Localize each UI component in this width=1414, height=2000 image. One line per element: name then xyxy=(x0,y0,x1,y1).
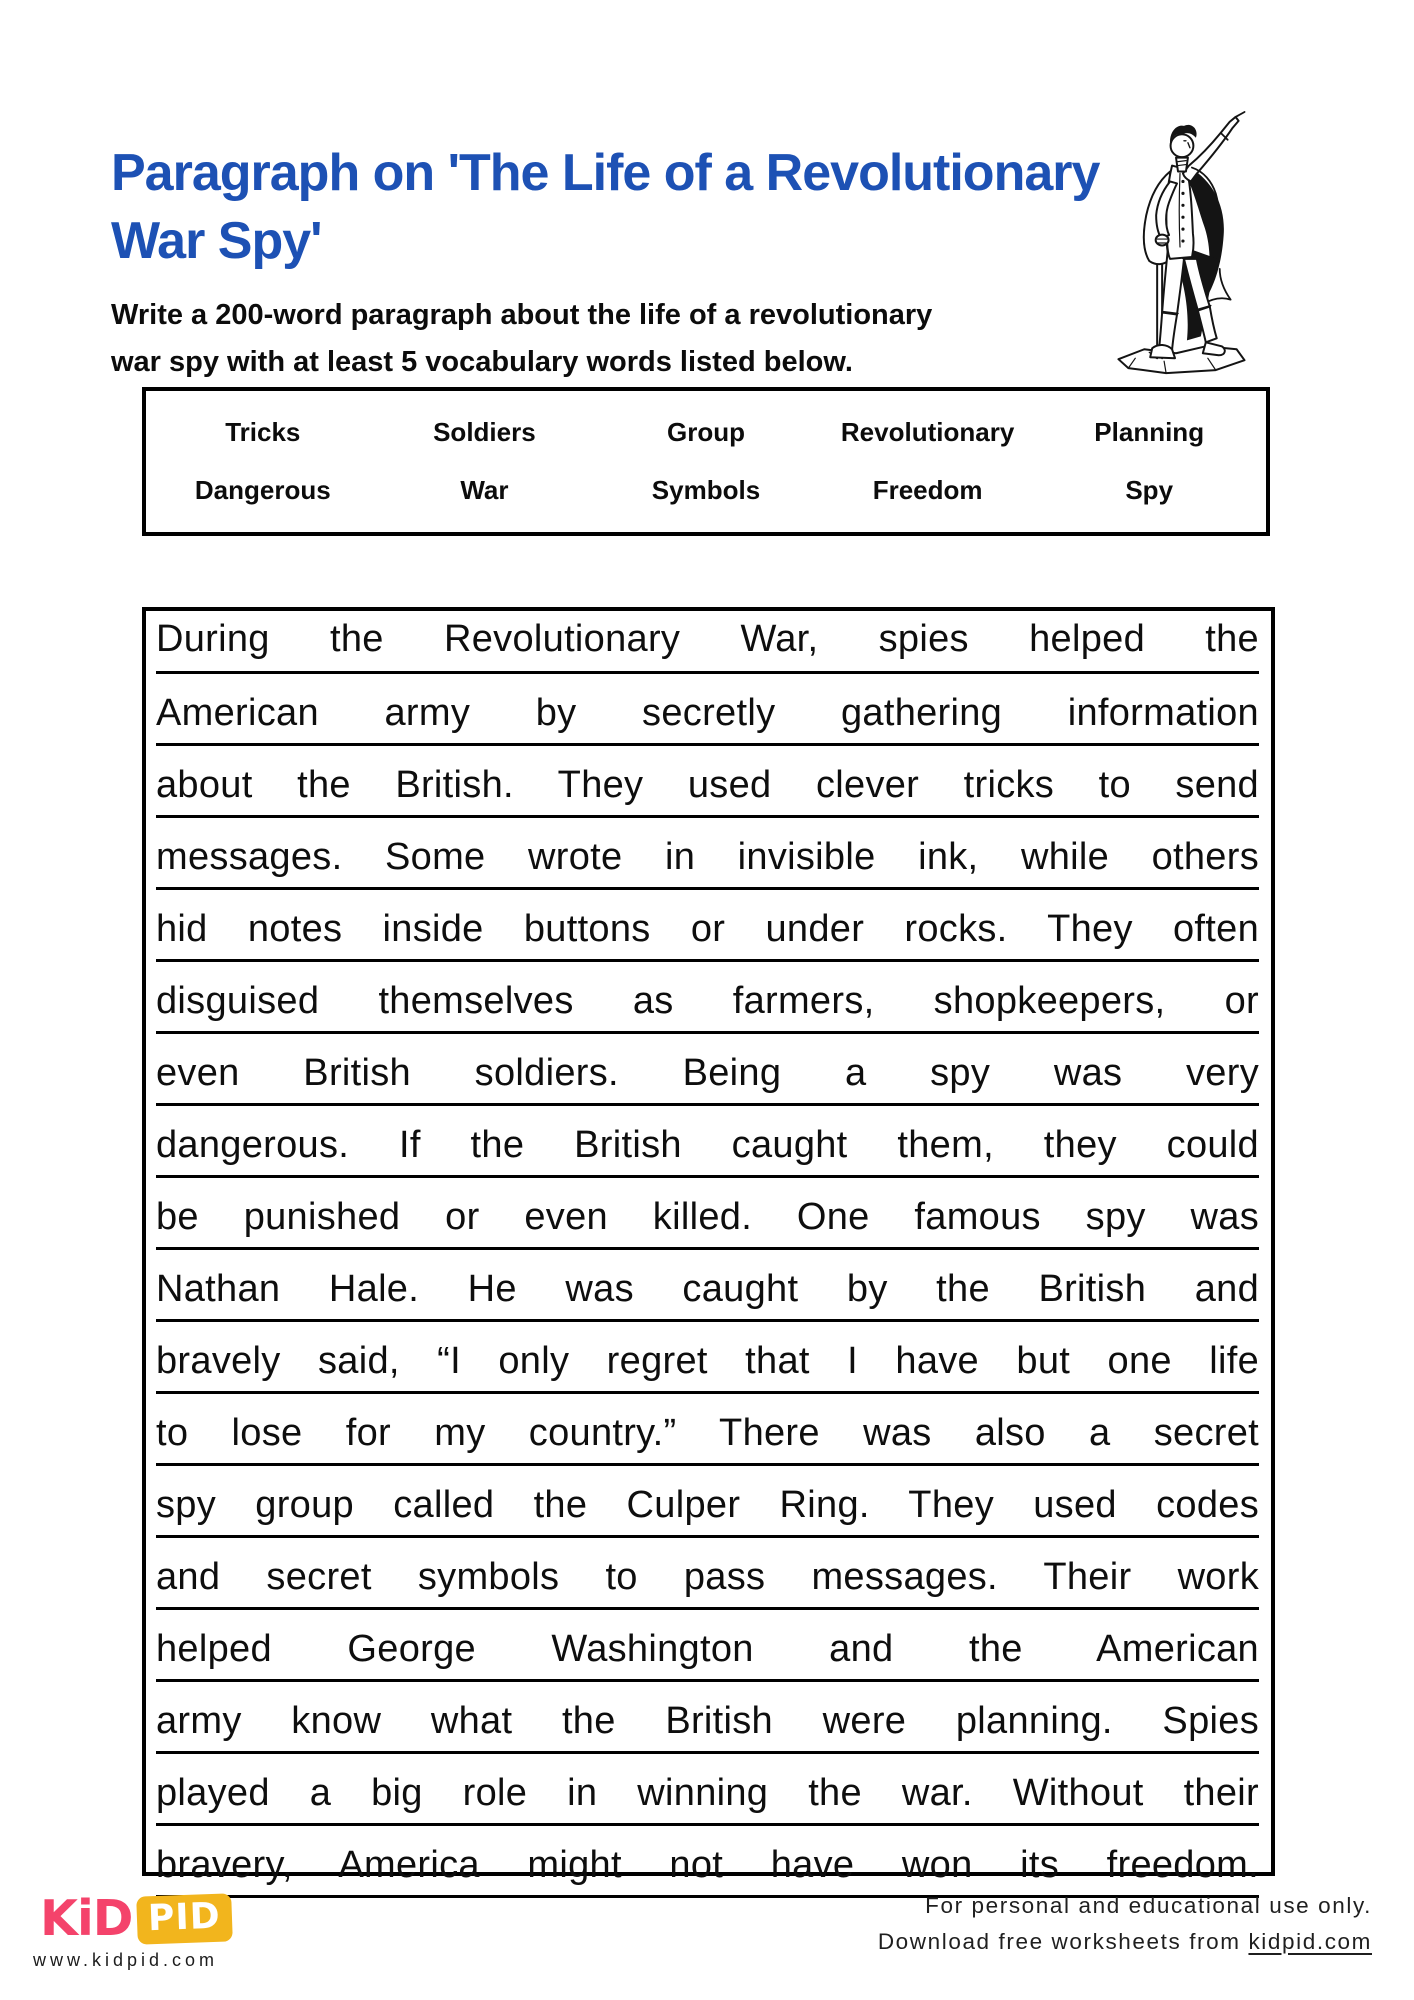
paragraph-line: During the Revolutionary War, spies helped the xyxy=(156,611,1259,674)
paragraph-line: Nathan Hale. He was caught by the British and xyxy=(156,1250,1259,1322)
vocabulary-box xyxy=(142,387,1270,536)
paragraph-line: be punished or even killed. One famous spy was xyxy=(156,1178,1259,1250)
kidpid-link[interactable]: kidpid.com xyxy=(1248,1929,1372,1954)
kidpid-logo-pid-badge: PID xyxy=(137,1893,233,1944)
vocabulary-word: Group xyxy=(666,416,745,447)
vocabulary-word: Spy xyxy=(1125,475,1174,506)
vocabulary-word: Soldiers xyxy=(433,416,536,447)
paragraph-line: army know what the British were planning. Spies xyxy=(156,1682,1259,1754)
paragraph-line: hid notes inside buttons or under rocks. They often xyxy=(156,890,1259,962)
instructions-text xyxy=(111,292,1091,386)
logo-website-url: www.kidpid.com xyxy=(33,1950,219,1970)
paragraph-line: disguised themselves as farmers, shopkeepers, or xyxy=(156,962,1259,1034)
page-title xyxy=(111,139,1111,275)
usage-note-line2 xyxy=(878,1924,1372,1960)
kidpid-logo xyxy=(40,1890,232,1947)
usage-note-line2-text: Download free worksheets from xyxy=(877,1929,1249,1954)
vocabulary-word: Tricks xyxy=(225,416,301,447)
kidpid-logo-kid-text: KiD xyxy=(40,1890,133,1947)
page-title-line1: Paragraph on 'The Life of a Revolutionary xyxy=(111,143,1100,202)
page-title-line2: War Spy' xyxy=(111,211,322,270)
vocabulary-word: Planning xyxy=(1094,416,1205,447)
vocabulary-word: Revolutionary xyxy=(840,416,1015,447)
usage-note-line1: For personal and educational use only. xyxy=(925,1893,1372,1918)
paragraph-line: messages. Some wrote in invisible ink, while others xyxy=(156,818,1259,890)
paragraph-line: helped George Washington and the American xyxy=(156,1610,1259,1682)
vocabulary-word: Symbols xyxy=(651,475,761,506)
paragraph-line: to lose for my country.” There was also a secret xyxy=(156,1394,1259,1466)
paragraph-line: spy group called the Culper Ring. They used codes xyxy=(156,1466,1259,1538)
paragraph-line: about the British. They used clever tricks to send xyxy=(156,746,1259,818)
instructions-line2: war spy with at least 5 vocabulary words listed below. xyxy=(111,346,853,378)
paragraph-line: bravely said, “I only regret that I have but one life xyxy=(156,1322,1259,1394)
paragraph-line: American army by secretly gathering information xyxy=(156,674,1259,746)
vocabulary-word: Dangerous xyxy=(194,475,331,506)
paragraph-box xyxy=(142,607,1275,1886)
paragraph-line: even British soldiers. Being a spy was very xyxy=(156,1034,1259,1106)
vocabulary-word: Freedom xyxy=(872,475,983,506)
usage-note xyxy=(878,1888,1372,1960)
vocabulary-word: War xyxy=(460,475,509,506)
paragraph-line: played a big role in winning the war. Without their xyxy=(156,1754,1259,1826)
instructions-line1: Write a 200-word paragraph about the life of a revolutionary xyxy=(111,299,933,331)
revolutionary-statue-illustration xyxy=(1098,108,1260,386)
paragraph-line: bravery, America might not have won its freedom. xyxy=(156,1826,1259,1898)
paragraph-line: dangerous. If the British caught them, they could xyxy=(156,1106,1259,1178)
paragraph-line: and secret symbols to pass messages. Their work xyxy=(156,1538,1259,1610)
